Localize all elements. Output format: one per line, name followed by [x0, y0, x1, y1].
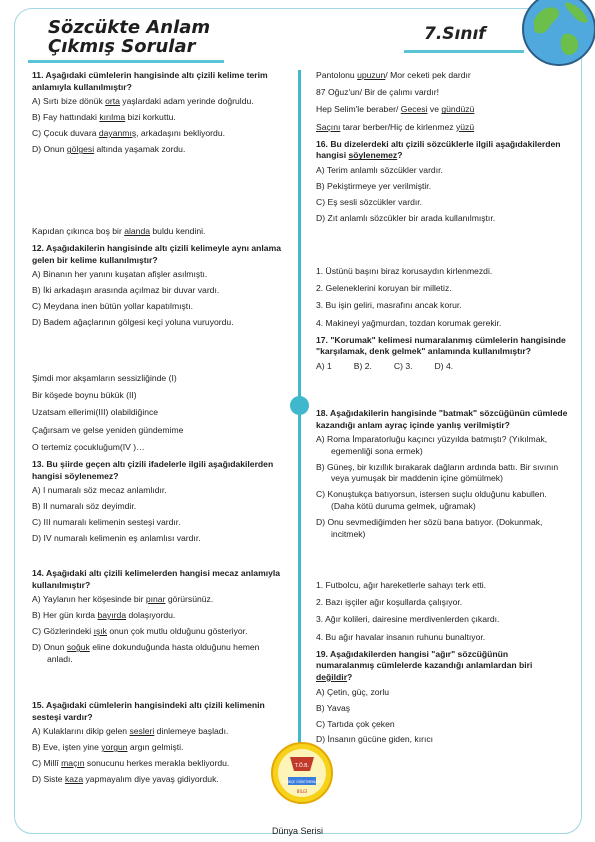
option-c: C) Eş sesli sözcükler vardır. [316, 196, 423, 207]
numbered-sentence: 3. Ağır kolileri, dairesine merdivenlerden çıkardı. [316, 614, 500, 625]
poem-line: Şimdi mor akşamların sessizliğinde (I) [32, 373, 177, 383]
question-stem: 11. Aşağıdaki cümlelerin hangisinde altı çizili kelime terim anlamıyla kullanılmıştır? [32, 70, 268, 92]
question-17 [316, 266, 568, 373]
inline-options [316, 361, 568, 373]
option-d: D) 4. [434, 360, 454, 371]
option-a: A) Yaylanın her köşesinde bir pınar görürsünüz. [32, 594, 214, 605]
poem-line: Pantolonu upuzun/ Mor ceketi pek dardır [316, 70, 471, 80]
option-c: C) Millî maçın sonucunu herkes merakla bekliyordu. [32, 758, 230, 769]
question-stem: 13. Bu şiirde geçen altı çizili ifadelerle ilgili aşağıdakilerden hangisi söylenemez? [32, 458, 274, 481]
question-stem: 19. Aşağıdakilerden hangisi "ağır" sözcüğünün numaralanmış cümlelerde kazandığı anlamlardan biri değildir? [316, 648, 533, 682]
option-b: B) İki arkadaşın arasında açılmaz bir duvar vardı. [32, 285, 220, 296]
poem-line: Saçını tarar berber/Hiç de kirlenmez yüzü [316, 121, 475, 132]
option-a: A) Terim anlamlı sözcükler vardır. [316, 164, 443, 175]
option-c: C) Meydana inen bütün yollar kapatılmıştı. [32, 301, 193, 312]
numbered-sentence: 4. Bu ağır havalar insanın ruhunu bunaltıyor. [316, 631, 486, 642]
option-a: A) Binanın her yanını kuşatan afişler asılmıştı. [32, 269, 208, 280]
footer-series: Dünya Serisi [271, 826, 324, 836]
option-b: B) Pekiştirmeye yer verilmiştir. [316, 180, 432, 191]
option-c: C) Konuştukça batıyorsun, istersen suçlu olduğunu kabullen. (Daha kötü duruma gelmek, uğramak) [316, 489, 547, 511]
poem-line: 87 Oğuz'un/ Bir de çalımı vardır! [316, 87, 439, 98]
question-12 [32, 226, 286, 333]
grade-underline [404, 50, 524, 53]
option-d: D) Siste kaza yapmayalım diye yavaş gidiyorduk. [32, 774, 219, 785]
grade-label: 7.Sınıf [424, 24, 486, 44]
numbered-sentence: 3. Bu işin geliri, masrafını ancak korur. [316, 300, 462, 311]
option-c: C) Gözlerindeki ışık onun çok mutlu olduğunu gösteriyor. [32, 626, 248, 637]
option-c: C) 3. [393, 360, 413, 371]
option-b: B) Eve, işten yine yorgun argın gelmişti. [32, 742, 184, 753]
question-18 [316, 408, 568, 545]
question-passage: Kapıdan çıkınca boş bir alanda buldu kendini. [32, 226, 206, 236]
option-d: D) İnsanın gücüne giden, kırıcı [316, 734, 434, 745]
numbered-sentence: 1. Üstünü başını biraz korusaydın kirlenmezdi. [316, 266, 493, 276]
numbered-sentence: 2. Bazı işçiler ağır koşullarda çalışıyor. [316, 597, 463, 608]
option-b: B) Yavaş [316, 702, 351, 713]
question-stem: 16. Bu dizelerdeki altı çizili sözcüklerle ilgili aşağıdakilerden hangisi söylenemez? [316, 138, 561, 161]
page-title [48, 18, 210, 56]
option-d: D) Onu sevmediğimden her sözü bana batıyor. (Dokunmak, incitmek) [316, 516, 543, 539]
option-b: B) 2. [353, 360, 372, 371]
numbered-sentence: 1. Futbolcu, ağır hareketlerle sahayı terk etti. [316, 580, 487, 590]
title-line-1: Sözcükte Anlam [48, 17, 211, 38]
poem-line: Çağırsam ve gelse yeniden gündemime [32, 424, 184, 435]
poem-line: Hep Selim'le beraber/ Gecesi ve gündüzü [316, 104, 475, 115]
option-b: B) Her gün kırda bayırda dolaşıyordu. [32, 610, 176, 621]
teachers-logo [270, 737, 334, 813]
option-d: D) Onun soğuk eline dokunduğunda hasta olduğunu hemen anladı. [32, 642, 260, 664]
option-d: D) Onun gölgesi altında yaşamak zordu. [32, 144, 186, 155]
question-16 [316, 70, 568, 229]
option-a: A) Roma İmparatorluğu kaçıncı yüzyılda batmıştı? (Yıkılmak, egemenliği sona ermek) [316, 434, 548, 456]
question-stem: 14. Aşağıdaki altı çizili kelimelerden hangisi mecaz anlamıyla kullanılmıştır? [32, 568, 281, 590]
numbered-sentence: 4. Makineyi yağmurdan, tozdan korumak gerekir. [316, 317, 502, 328]
question-stem: 15. Aşağıdaki cümlelerin hangisindeki altı çizili kelimenin sesteşi vardır? [32, 700, 265, 722]
option-d: D) Badem ağaçlarının gölgesi keçi yoluna vuruyordu. [32, 317, 234, 328]
option-a: A) 1 [316, 360, 332, 371]
question-14 [32, 568, 286, 670]
option-b: B) Fay hattındaki kırılma bizi korkuttu. [32, 112, 176, 123]
title-underline [28, 60, 224, 63]
numbered-sentence: 2. Geleneklerini koruyan bir milletiz. [316, 283, 452, 294]
option-d: D) Zıt anlamlı sözcükler bir arada kullanılmıştır. [316, 212, 496, 223]
question-13 [32, 373, 286, 549]
divider-dot [290, 396, 309, 415]
svg-text:TÜRKÇE ÖĞRETMENLERİ: TÜRKÇE ÖĞRETMENLERİ [282, 780, 322, 784]
option-c: C) Çocuk duvara dayanmış, arkadaşını bekliyordu. [32, 128, 225, 139]
question-19 [316, 580, 568, 750]
question-11 [32, 70, 286, 160]
poem-line: O tertemiz çocukluğum(IV )… [32, 441, 145, 452]
title-line-2: Çıkmış Sorular [48, 36, 196, 57]
svg-text:T.Ö.B.: T.Ö.B. [294, 763, 310, 769]
question-15 [32, 700, 286, 790]
option-a: A) Çetin, güç, zorlu [316, 686, 390, 697]
globe-icon [520, 0, 595, 68]
question-stem: 12. Aşağıdakilerin hangisinde altı çizili kelimeyle aynı anlama gelen bir kelime kullanılmıştır? [32, 243, 282, 265]
question-stem: 17. "Korumak" kelimesi numaralanmış cümlelerin hangisinde "karşılamak, denk gelmek" anlamında kullanılmıştır? [316, 334, 566, 357]
option-c: C) Tartıda çok çeken [316, 718, 395, 729]
svg-text:BİLGİ: BİLGİ [296, 789, 308, 794]
option-a: A) I numaralı söz mecaz anlamlıdır. [32, 485, 167, 496]
option-a: A) Kulaklarını dikip gelen sesleri dinlemeye başladı. [32, 726, 229, 737]
option-a: A) Sırtı bize dönük orta yaşlardaki adam yerinde doğruldu. [32, 96, 254, 107]
question-stem: 18. Aşağıdakilerin hangisinde "batmak" sözcüğünün cümlede kazandığı anlam ayraç içinde yanlış verilmiştir? [316, 408, 568, 430]
poem-line: Uzatsam ellerimi(III) olabildiğince [32, 407, 159, 418]
option-b: B) Güneş, bir kızıllık bırakarak dağların ardında battı. Bir sıvının veya yumuşak bir maddenin içine gömülmek) [316, 461, 559, 484]
poem-line: Bir köşede boynu bükük (II) [32, 390, 137, 401]
column-divider [298, 70, 301, 804]
option-b: B) II numaralı söz deyimdir. [32, 501, 137, 512]
option-d: D) IV numaralı kelimenin eş anlamlısı vardır. [32, 533, 201, 544]
option-c: C) III numaralı kelimenin sesteşi vardır. [32, 517, 181, 528]
